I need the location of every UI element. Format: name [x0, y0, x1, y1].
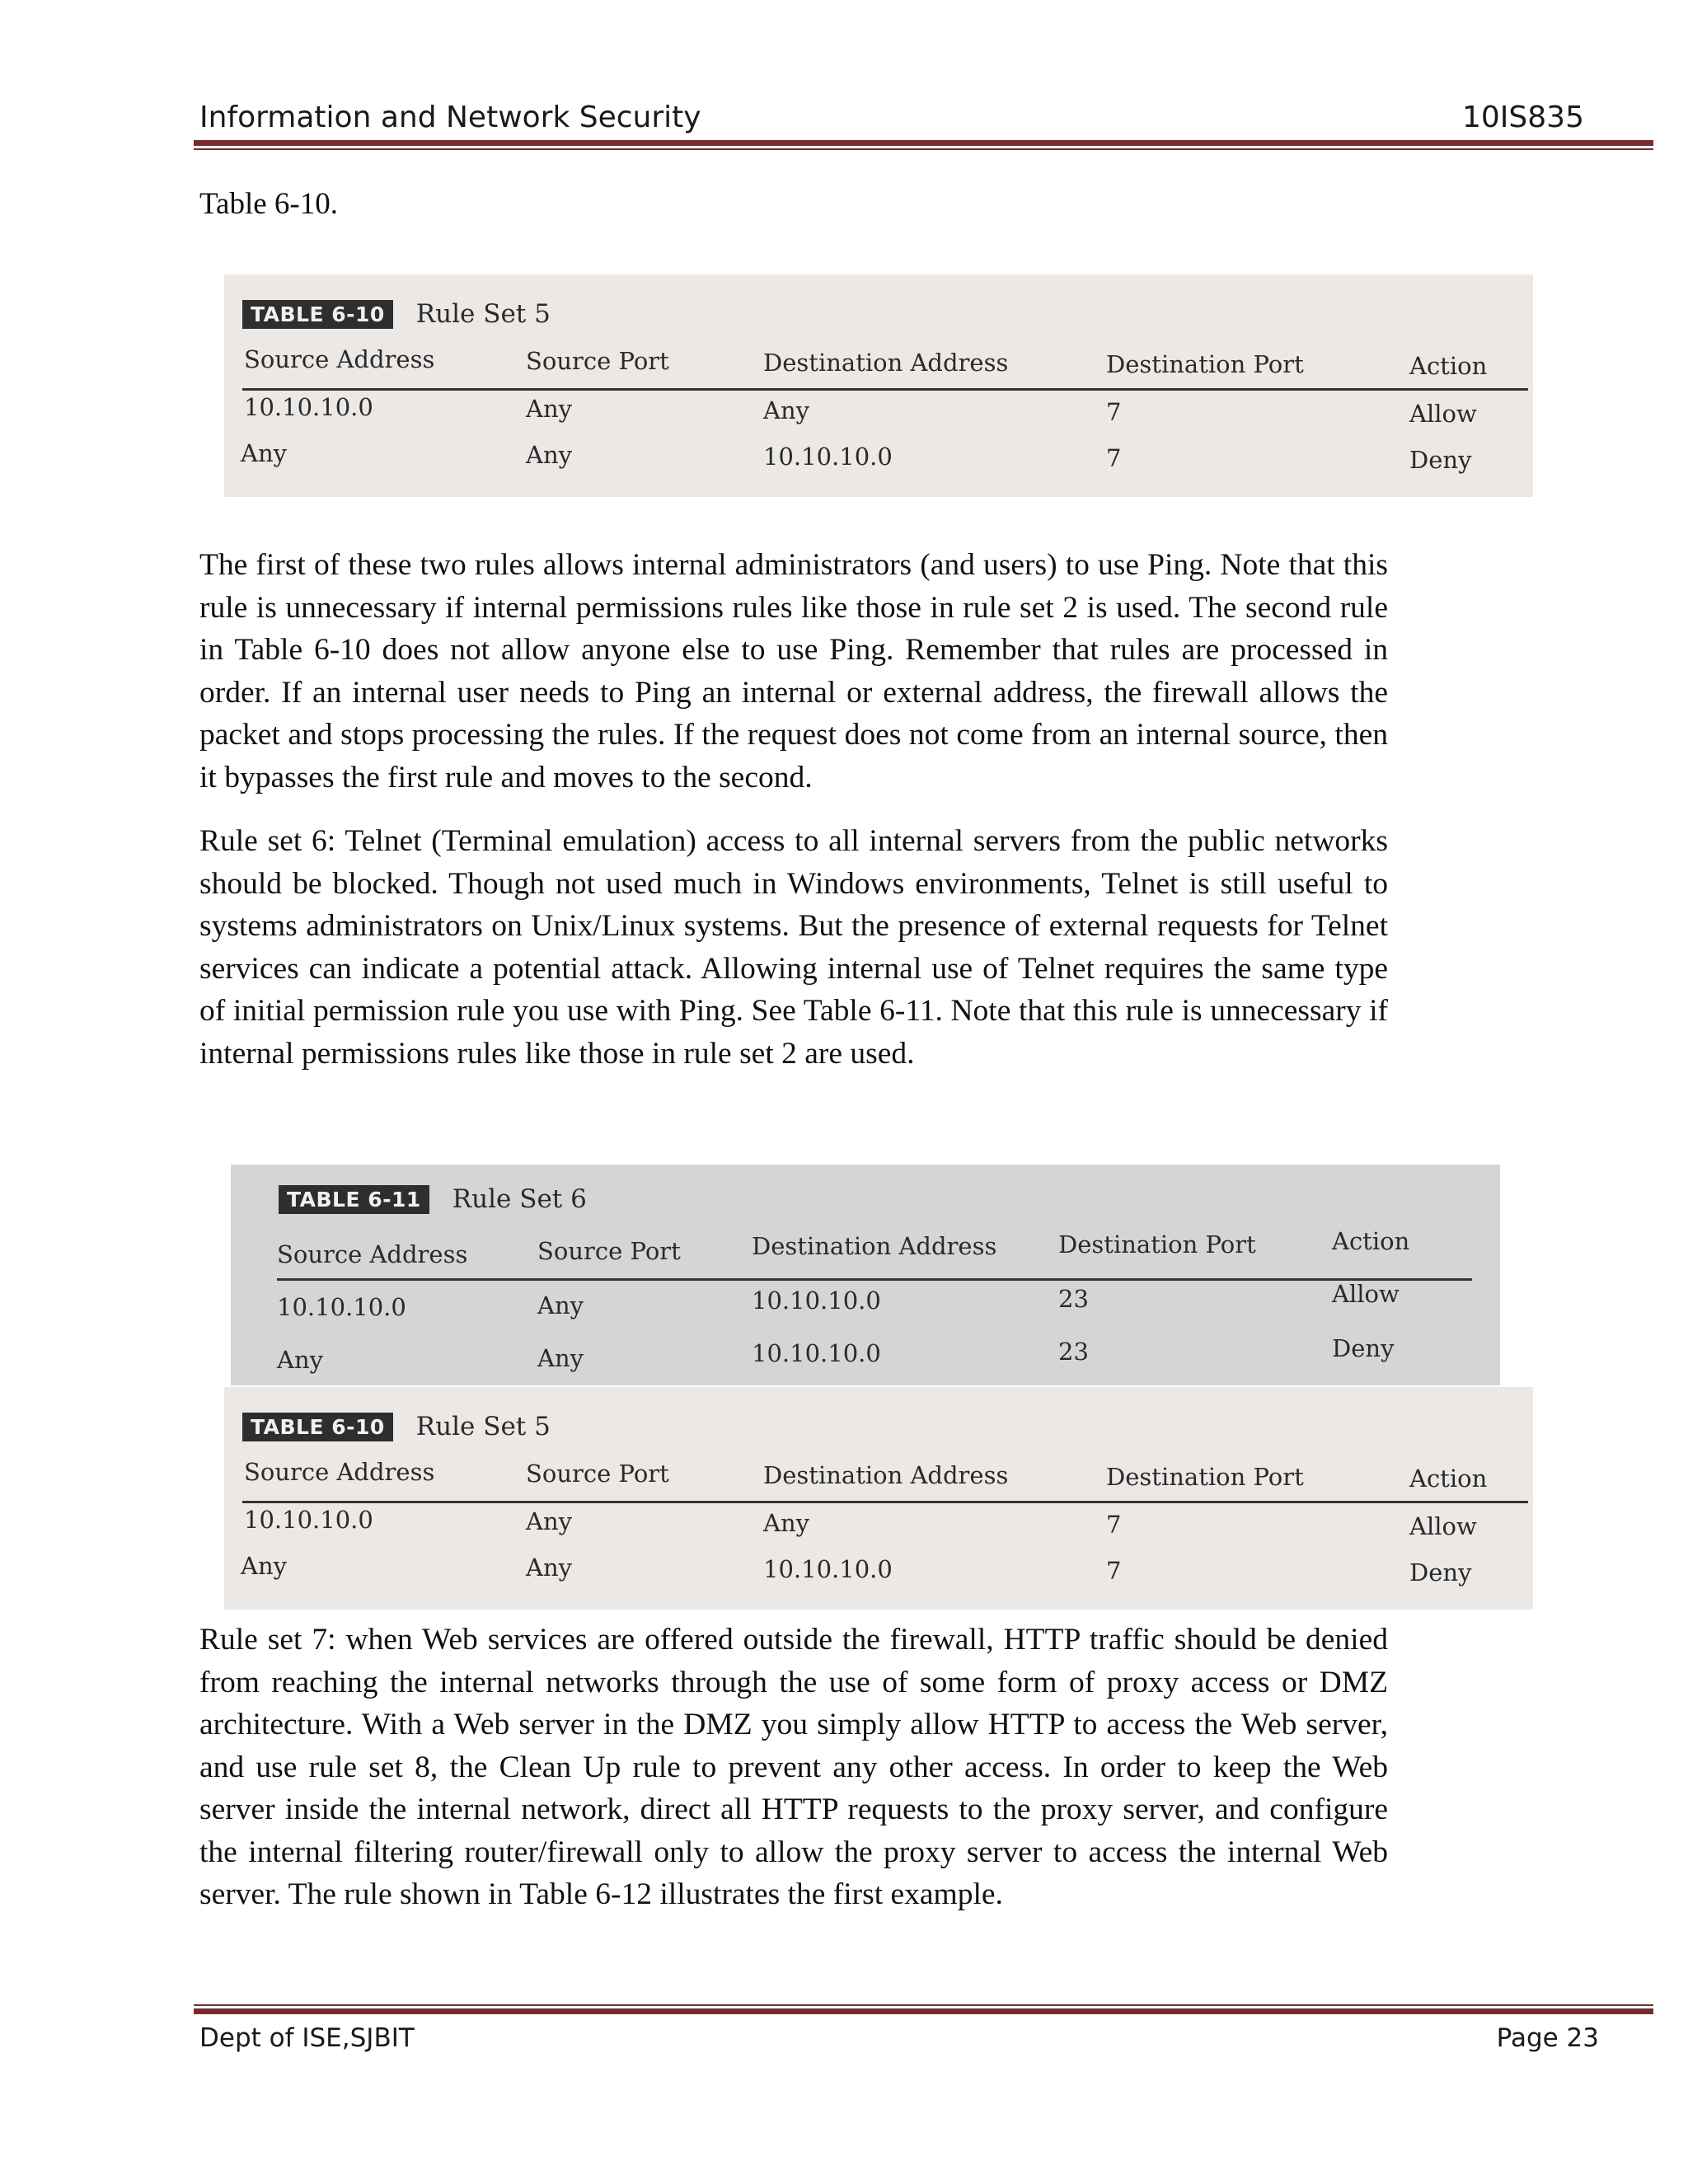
table-cell: Any: [526, 1554, 573, 1582]
table-cell: Allow: [1409, 1512, 1477, 1540]
header-divider: [242, 1501, 1528, 1503]
table-cell: Any: [277, 1346, 324, 1374]
table-cell: Allow: [1332, 1280, 1400, 1308]
table-title: [279, 1184, 587, 1214]
table-cell: 7: [1106, 1557, 1122, 1585]
paragraph: The first of these two rules allows internal administrators (and users) to use Ping. Note that this rule is unnecessary if internal permissions rules like those in rule set 2 is used. The second rule in Table 6-10 does not allow anyone else to use Ping. Remember that rules are processed in order. If an internal user needs to Ping an internal or external address, the firewall allows the packet and stops processing the rules. If the request does not come from an internal source, then it bypasses the first rule and moves to the second.: [199, 548, 1388, 794]
table-cell: Deny: [1332, 1334, 1395, 1362]
table-cell: 10.10.10.0: [277, 1293, 406, 1321]
column-header: Action: [1332, 1227, 1410, 1255]
column-header: Source Address: [244, 345, 435, 373]
column-header: Destination Address: [763, 1461, 1009, 1489]
table-cell: Any: [763, 1509, 810, 1537]
table-cell: Any: [241, 1552, 288, 1580]
table-cell: 7: [1106, 444, 1122, 472]
table-tag: TABLE 6-11: [279, 1185, 429, 1214]
table-cell: Allow: [1409, 400, 1477, 428]
table-set-title: Rule Set 5: [415, 299, 551, 329]
table-cell: Any: [763, 396, 810, 424]
table-cell: Deny: [1409, 1558, 1472, 1586]
column-header: Destination Address: [752, 1232, 997, 1260]
table-cell: 10.10.10.0: [752, 1339, 881, 1367]
column-header: Action: [1409, 1465, 1488, 1493]
table-cell: 7: [1106, 398, 1122, 426]
table-cell: 10.10.10.0: [244, 1506, 373, 1534]
table-cell: 10.10.10.0: [763, 1555, 893, 1583]
table-cell: Any: [526, 1507, 573, 1535]
table-cell: 23: [1058, 1285, 1089, 1313]
footer-rule-thin: [194, 2004, 1653, 2006]
table-title: [242, 299, 551, 329]
footer-department: Dept of ISE,SJBIT: [199, 2023, 415, 2053]
column-header: Source Port: [526, 1460, 669, 1488]
column-header: Source Address: [277, 1240, 468, 1268]
table-6-10-repeat-image: [224, 1387, 1533, 1610]
header-title: Information and Network Security: [199, 101, 701, 134]
table-set-title: Rule Set 5: [415, 1412, 551, 1441]
table-cell: 23: [1058, 1338, 1089, 1366]
column-header: Destination Port: [1106, 1463, 1304, 1491]
table-cell: 10.10.10.0: [244, 393, 373, 421]
column-header: Destination Port: [1058, 1230, 1256, 1258]
header-rule: [194, 140, 1653, 146]
table-tag: TABLE 6-10: [242, 300, 393, 329]
table-cell: Any: [537, 1344, 584, 1372]
column-header: Destination Address: [763, 349, 1009, 377]
header-divider: [242, 388, 1528, 391]
footer-rule: [194, 2008, 1653, 2014]
page-number: Page 23: [1496, 2023, 1599, 2053]
column-header: Source Port: [526, 347, 669, 375]
table-cell: 10.10.10.0: [752, 1286, 881, 1315]
column-header: Destination Port: [1106, 350, 1304, 378]
header-divider: [277, 1278, 1472, 1281]
paragraph: Rule set 6: Telnet (Terminal emulation) access to all internal servers from the public networks should be blocked. Though not used much in Windows environments, Telnet is still useful to systems administrators on Unix/Linux systems. But the presence of external requests for Telnet services can indicate a potential attack. Allowing internal use of Telnet requires the same type of initial permission rule you use with Ping. See Table 6-11. Note that this rule is unnecessary if internal permissions rules like those in rule set 2 are used.: [199, 824, 1388, 1071]
table-title: [242, 1412, 551, 1441]
table-set-title: Rule Set 6: [452, 1184, 587, 1214]
table-cell: Any: [537, 1291, 584, 1319]
table-6-10-image: [224, 274, 1533, 497]
header-rule-thin: [194, 148, 1653, 150]
column-header: Action: [1409, 352, 1488, 380]
table-cell: Any: [241, 439, 288, 467]
table-6-11-image: [231, 1165, 1500, 1385]
course-code: 10IS835: [1462, 101, 1584, 134]
table-tag: TABLE 6-10: [242, 1413, 393, 1441]
table-cell: Any: [526, 441, 573, 469]
table-caption: Table 6-10.: [199, 187, 338, 221]
table-cell: Deny: [1409, 446, 1472, 474]
table-cell: 7: [1106, 1511, 1122, 1539]
column-header: Source Port: [537, 1237, 681, 1265]
paragraph: Rule set 7: when Web services are offered outside the firewall, HTTP traffic should be denied from reaching the internal networks through the use of some form of proxy access or DMZ architecture. With a Web server in the DMZ you simply allow HTTP to access the Web server, and use rule set 8, the Clean Up rule to prevent any other access. In order to keep the Web server inside the internal network, direct all HTTP requests to the proxy server, and configure the internal filtering router/firewall only to allow the proxy server to access the internal Web server. The rule shown in Table 6-12 illustrates the first example.: [199, 1623, 1388, 1911]
column-header: Source Address: [244, 1458, 435, 1486]
table-cell: Any: [526, 395, 573, 423]
table-cell: 10.10.10.0: [763, 443, 893, 471]
